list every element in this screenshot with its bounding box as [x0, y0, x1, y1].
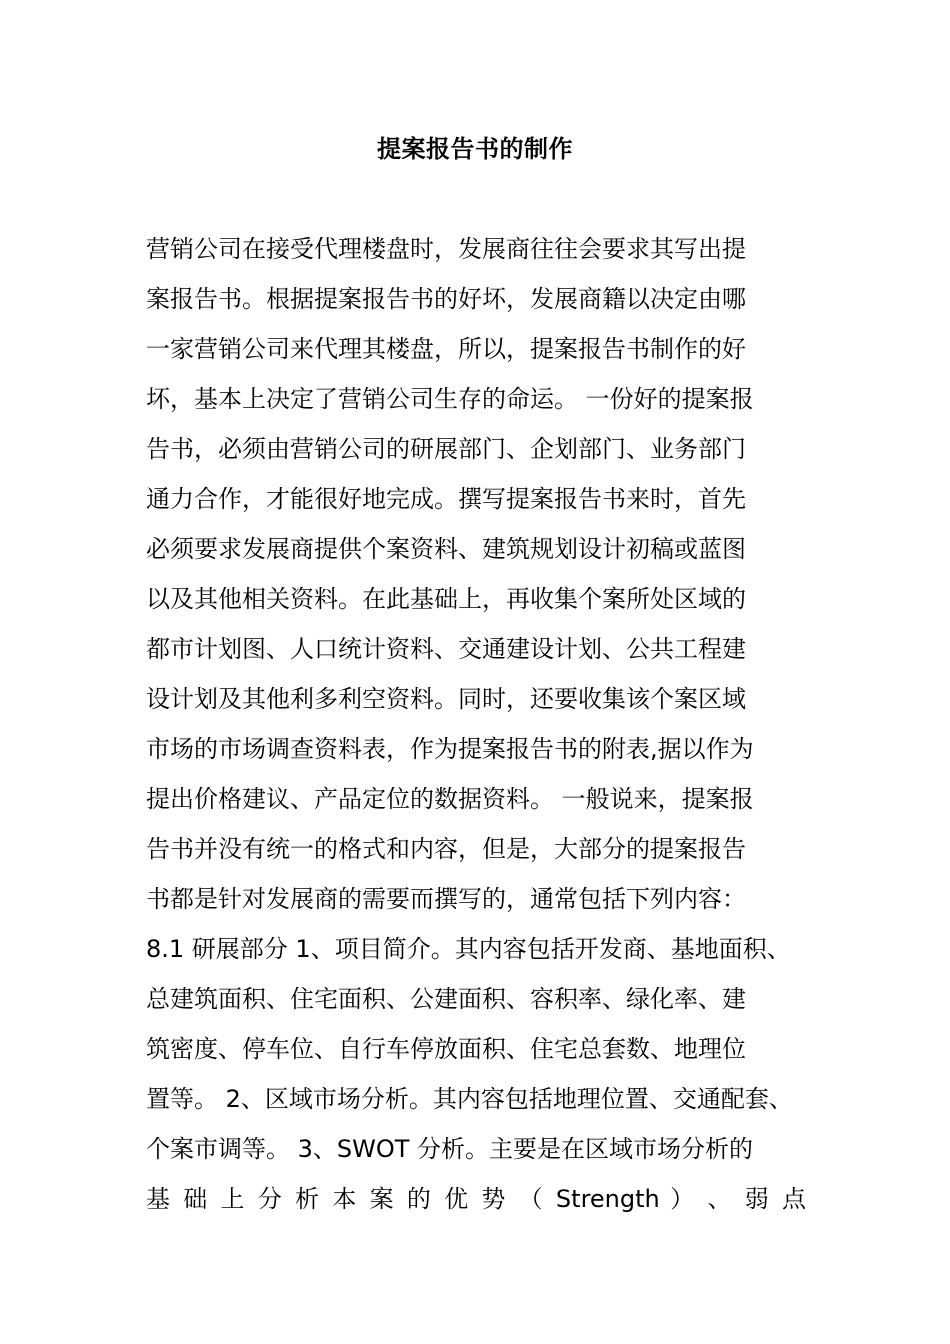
document-body [146, 224, 836, 1224]
body-line: 必须要求发展商提供个案资料、建筑规划设计初稿或蓝图 [146, 535, 746, 563]
body-line: 营销公司在接受代理楼盘时，发展商往往会要求其写出提 [146, 235, 746, 263]
document-title: 提案报告书的制作 [377, 135, 573, 163]
body-line: 基 础 上 分 析 本 案 的 优 势 （ Strength ） 、 弱 点 [146, 1185, 806, 1213]
body-line: 以及其他相关资料。在此基础上，再收集个案所处区域的 [146, 585, 746, 613]
body-line: 一家营销公司来代理其楼盘，所以，提案报告书制作的好 [146, 335, 746, 363]
body-line: 告书并没有统一的格式和内容，但是，大部分的提案报告 [146, 835, 746, 863]
body-line: 提出价格建议、产品定位的数据资料。 一般说来，提案报 [146, 785, 754, 813]
body-line: 案报告书。根据提案报告书的好坏，发展商籍以决定由哪 [146, 285, 746, 313]
body-line: 书都是针对发展商的需要而撰写的，通常包括下列内容： [146, 885, 746, 913]
body-line: 筑密度、停车位、自行车停放面积、住宅总套数、地理位 [146, 1035, 746, 1063]
body-line: 置等。 2、区域市场分析。其内容包括地理位置、交通配套、 [146, 1085, 793, 1113]
body-line: 通力合作，才能很好地完成。撰写提案报告书来时，首先 [146, 485, 746, 513]
body-line: 总建筑面积、住宅面积、公建面积、容积率、绿化率、建 [146, 985, 746, 1013]
body-line: 市场的市场调查资料表，作为提案报告书的附表,据以作为 [146, 735, 754, 763]
body-line: 设计划及其他利多利空资料。同时，还要收集该个案区域 [146, 685, 746, 713]
body-line: 个案市调等。 3、SWOT 分析。主要是在区域市场分析的 [146, 1135, 754, 1163]
body-line: 告书，必须由营销公司的研展部门、企划部门、业务部门 [146, 435, 746, 463]
body-line: 坏，基本上决定了营销公司生存的命运。 一份好的提案报 [146, 385, 754, 413]
body-line: 都市计划图、人口统计资料、交通建设计划、公共工程建 [146, 635, 746, 663]
body-line: 8.1 研展部分 1、项目简介。其内容包括开发商、基地面积、 [146, 935, 791, 963]
